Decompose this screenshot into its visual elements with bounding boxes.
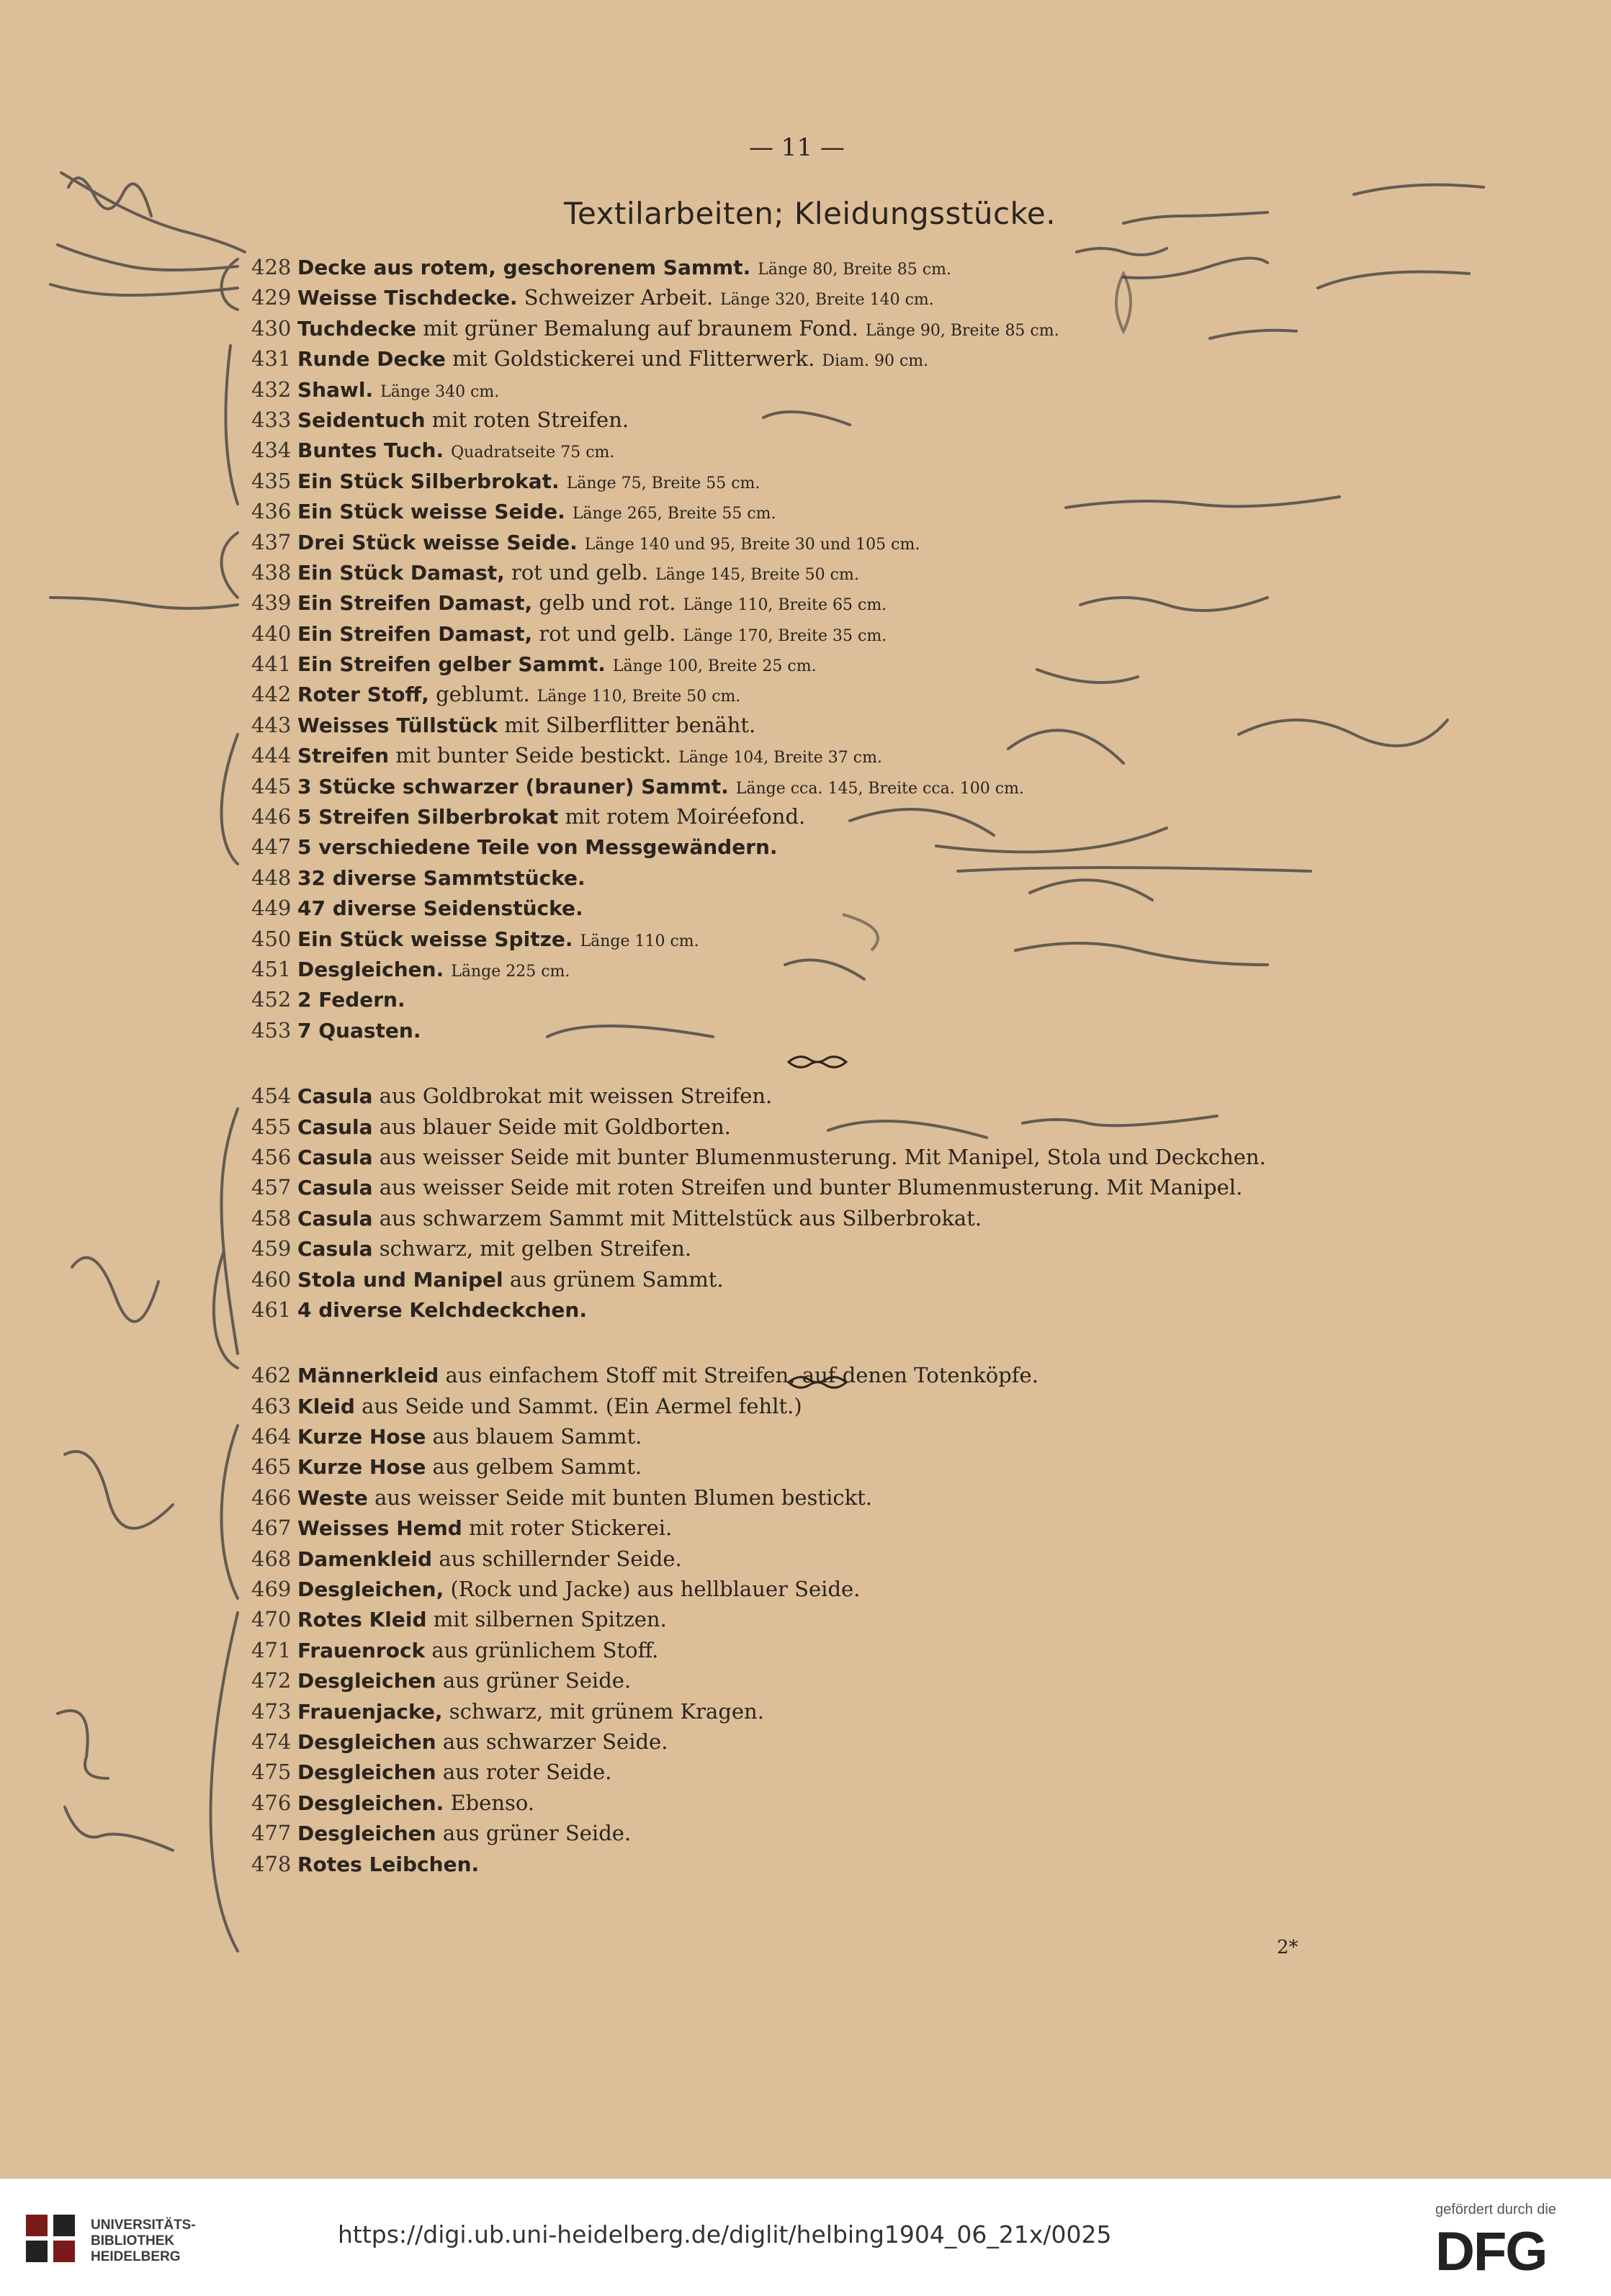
lot-title: 7 Quasten. (297, 1018, 421, 1043)
catalog-entry (251, 1818, 1440, 1848)
lot-title: Casula (297, 1115, 373, 1139)
catalog-entry (251, 710, 1440, 740)
catalog-entry (251, 740, 1440, 770)
catalog-entry (251, 435, 1440, 465)
lot-number: 457 (251, 1175, 292, 1200)
catalog-entry (251, 1544, 1440, 1574)
section-title: Textilarbeiten; Kleidungsstücke. (564, 196, 1056, 231)
sheet-signature: 2* (1277, 1937, 1298, 1958)
lot-title: Frauenjacke, (297, 1699, 443, 1724)
catalog-entry (251, 1142, 1440, 1172)
lot-number: 467 (251, 1516, 292, 1541)
lot-number: 429 (251, 285, 292, 310)
lot-description: aus Goldbrokat mit weissen Streifen. (379, 1084, 773, 1109)
lot-title: Damenkleid (297, 1547, 433, 1571)
catalog-entry (251, 832, 1440, 862)
lot-number: 474 (251, 1729, 292, 1754)
lot-dimensions: Diam. 90 cm. (822, 352, 929, 371)
lot-description: mit roten Streifen. (431, 407, 629, 432)
lot-number: 434 (251, 438, 292, 463)
lot-title: Shawl. (297, 377, 374, 402)
lot-description: aus roter Seide. (442, 1760, 612, 1785)
lot-description: Schweizer Arbeit. (524, 285, 714, 310)
lot-dimensions: Länge 145, Breite 50 cm. (655, 565, 859, 584)
lot-title: Buntes Tuch. (297, 438, 444, 463)
lot-number: 461 (251, 1297, 292, 1322)
lot-number: 428 (251, 255, 292, 279)
lot-number: 463 (251, 1393, 292, 1418)
lot-description: mit silbernen Spitzen. (433, 1607, 667, 1632)
lot-description: aus Seide und Sammt. (Ein Aermel fehlt.) (362, 1393, 802, 1418)
catalog-entry (251, 1451, 1440, 1482)
lot-number: 435 (251, 468, 292, 493)
lot-number: 438 (251, 559, 292, 585)
catalog-entry (251, 313, 1440, 343)
lot-description: aus weisser Seide mit roten Streifen und bunter Blumenmusterung. Mit Manipel. (379, 1175, 1243, 1200)
catalog-entry (251, 1482, 1440, 1513)
catalog-entry (251, 1172, 1440, 1202)
lot-dimensions: Länge 140 und 95, Breite 30 und 105 cm. (584, 535, 920, 554)
lot-number: 444 (251, 743, 292, 768)
lot-title: 3 Stücke schwarzer (brauner) Sammt. (297, 774, 729, 798)
catalog-entry (251, 282, 1440, 312)
lot-title: 32 diverse Sammtstücke. (297, 865, 585, 890)
catalog-entry (251, 1233, 1440, 1264)
lot-title: 4 diverse Kelchdeckchen. (297, 1297, 587, 1322)
page-number: — 11 — (749, 133, 845, 162)
lot-dimensions: Länge 104, Breite 37 cm. (678, 749, 882, 767)
lot-number: 455 (251, 1114, 292, 1139)
lot-title: Weisse Tischdecke. (297, 286, 518, 310)
catalog-entry (251, 893, 1440, 923)
lot-number: 471 (251, 1637, 292, 1662)
catalog-entry (251, 1015, 1440, 1045)
dfg-logo: DFG (1435, 2221, 1547, 2282)
catalog-entry (251, 1391, 1440, 1421)
lot-number: 460 (251, 1266, 292, 1292)
lot-description: rot und gelb. (511, 559, 649, 585)
lot-title: Rotes Leibchen. (297, 1852, 480, 1876)
lot-description: mit Goldstickerei und Flitterwerk. (452, 346, 815, 372)
lot-title: Weisses Tüllstück (297, 713, 498, 737)
lot-dimensions: Länge 110 cm. (580, 932, 699, 950)
ornament-separator (785, 1372, 850, 1393)
catalog-entry (251, 1726, 1440, 1757)
catalog-entry (251, 405, 1440, 435)
catalog-entry (251, 679, 1440, 709)
lot-description: aus einfachem Stoff mit Streifen, auf denen Totenköpfe. (445, 1363, 1038, 1388)
lot-description: mit roter Stickerei. (469, 1516, 673, 1541)
lot-number: 476 (251, 1790, 292, 1815)
catalog-entry (251, 587, 1440, 618)
lot-title: Ein Stück Silberbrokat. (297, 469, 560, 493)
lot-title: Kleid (297, 1394, 355, 1418)
lot-description: mit bunter Seide bestickt. (395, 743, 672, 768)
lot-number: 436 (251, 499, 292, 524)
lot-dimensions: Länge 265, Breite 55 cm. (572, 505, 776, 523)
lot-number: 451 (251, 956, 292, 981)
source-url-link[interactable]: https://digi.ub.uni-heidelberg.de/diglit/helbing1904_06_21x/0025 (338, 2220, 1112, 2248)
lot-title: Stola und Manipel (297, 1267, 503, 1292)
catalog-entry (251, 1635, 1440, 1665)
catalog-entry (251, 618, 1440, 649)
lot-number: 466 (251, 1485, 292, 1510)
lot-title: Streifen (297, 744, 390, 768)
lot-dimensions: Länge 80, Breite 85 cm. (758, 261, 951, 279)
catalog-entry (251, 252, 1440, 282)
lot-title: Kurze Hose (297, 1425, 426, 1449)
catalog-entry (251, 1203, 1440, 1233)
separator-space (251, 1325, 1440, 1360)
lot-description: mit grüner Bemalung auf braunem Fond. (423, 315, 858, 341)
lot-title: 2 Federn. (297, 988, 405, 1012)
lot-title: Casula (297, 1176, 373, 1200)
group-textiles (251, 252, 1440, 1045)
lot-number: 447 (251, 834, 292, 860)
lot-title: Frauenrock (297, 1638, 426, 1662)
lot-number: 458 (251, 1205, 292, 1230)
lot-description: schwarz, mit grünem Kragen. (449, 1698, 764, 1724)
library-name-line: HEIDELBERG (91, 2249, 181, 2264)
group-vestments (251, 1081, 1440, 1325)
lot-title: Drei Stück weisse Seide. (297, 530, 578, 554)
lot-title: Decke aus rotem, geschorenem Sammt. (297, 256, 751, 279)
catalog-entry (251, 527, 1440, 557)
lot-description: aus grüner Seide. (442, 1668, 632, 1693)
lot-title: Ein Stück Damast, (297, 560, 505, 585)
lot-number: 475 (251, 1760, 292, 1785)
lot-number: 454 (251, 1084, 292, 1109)
catalog-entry (251, 1604, 1440, 1634)
lot-description: schwarz, mit gelben Streifen. (379, 1236, 692, 1261)
lot-description: mit Silberflitter benäht. (504, 712, 756, 737)
lot-title: Tuchdecke (297, 316, 416, 341)
library-name-line: BIBLIOTHEK (91, 2233, 175, 2248)
library-logo-icon (24, 2213, 79, 2264)
catalog-entry (251, 466, 1440, 496)
lot-title: Casula (297, 1237, 373, 1261)
lot-title: Weste (297, 1485, 368, 1510)
lot-dimensions: Länge 90, Breite 85 cm. (865, 321, 1059, 340)
lot-number: 452 (251, 987, 292, 1012)
lot-title: Ein Streifen gelber Sammt. (297, 652, 606, 677)
lot-number: 449 (251, 896, 292, 921)
catalog-entry (251, 1112, 1440, 1142)
lot-title: Casula (297, 1206, 373, 1230)
lot-title: Desgleichen (297, 1760, 436, 1785)
lot-title: Casula (297, 1084, 373, 1109)
lot-description: aus schwarzer Seide. (442, 1729, 668, 1754)
lot-description: geblumt. (436, 682, 530, 707)
lot-title: Männerkleid (297, 1364, 439, 1388)
lot-description: gelb und rot. (539, 590, 676, 616)
catalog-entry (251, 1081, 1440, 1111)
catalog-entry (251, 1696, 1440, 1726)
lot-description: aus grünlichem Stoff. (431, 1637, 659, 1662)
lot-title: Desgleichen (297, 1729, 436, 1754)
catalog-entry (251, 1421, 1440, 1451)
lot-number: 464 (251, 1424, 292, 1449)
lot-number: 439 (251, 590, 292, 616)
lot-description: aus schillernder Seide. (439, 1546, 682, 1571)
catalog-entry (251, 343, 1440, 374)
lot-title: Ein Stück weisse Seide. (297, 500, 565, 524)
lot-description: Ebenso. (450, 1790, 535, 1815)
lot-number: 450 (251, 926, 292, 951)
catalog-entry (251, 496, 1440, 526)
lot-title: Weisses Hemd (297, 1516, 462, 1541)
catalog-entry (251, 374, 1440, 405)
lot-number: 441 (251, 652, 292, 677)
lot-description: aus schwarzem Sammt mit Mittelstück aus Silberbrokat. (379, 1205, 982, 1230)
catalog-entry (251, 1513, 1440, 1543)
lot-number: 437 (251, 529, 292, 554)
lot-number: 445 (251, 773, 292, 798)
library-name (91, 2218, 196, 2265)
lot-title: Runde Decke (297, 347, 446, 372)
lot-description: aus grüner Seide. (442, 1821, 632, 1846)
ornament-separator (785, 1051, 850, 1073)
catalog-entry (251, 954, 1440, 984)
lot-number: 456 (251, 1144, 292, 1169)
catalog-entry (251, 771, 1440, 801)
lot-dimensions: Länge 170, Breite 35 cm. (683, 626, 887, 645)
lot-dimensions: Länge 340 cm. (380, 382, 500, 401)
lot-description: aus grünem Sammt. (509, 1266, 724, 1292)
lot-number: 433 (251, 407, 292, 432)
catalog-entry (251, 1849, 1440, 1879)
lot-title: Ein Streifen Damast, (297, 591, 533, 616)
lot-title: Desgleichen (297, 1669, 436, 1693)
lot-dimensions: Länge cca. 145, Breite cca. 100 cm. (735, 779, 1024, 798)
lot-title: 5 verschiedene Teile von Messgewändern. (297, 835, 778, 860)
lot-number: 459 (251, 1236, 292, 1261)
lot-title: Ein Streifen Damast, (297, 621, 533, 646)
lot-number: 453 (251, 1017, 292, 1043)
lot-number: 478 (251, 1851, 292, 1876)
lot-number: 431 (251, 346, 292, 372)
lot-number: 443 (251, 712, 292, 737)
catalog-entry (251, 1757, 1440, 1787)
group-garments (251, 1360, 1440, 1879)
catalog-entry (251, 1665, 1440, 1696)
lot-number: 465 (251, 1454, 292, 1480)
footer-bar (0, 2178, 1611, 2296)
lot-dimensions: Quadratseite 75 cm. (451, 444, 615, 462)
catalog-entry (251, 863, 1440, 893)
lot-dimensions: Länge 225 cm. (451, 962, 570, 981)
lot-dimensions: Länge 320, Breite 140 cm. (720, 291, 934, 310)
lot-title: Roter Stoff, (297, 683, 429, 707)
lot-dimensions: Länge 75, Breite 55 cm. (566, 474, 760, 492)
lot-dimensions: Länge 110, Breite 65 cm. (683, 596, 887, 615)
lot-title: Desgleichen (297, 1822, 436, 1846)
lot-number: 470 (251, 1607, 292, 1632)
lot-number: 469 (251, 1577, 292, 1602)
lot-description: aus blauer Seide mit Goldborten. (379, 1114, 731, 1139)
lot-number: 442 (251, 682, 292, 707)
catalog-entry (251, 924, 1440, 954)
lot-title: Ein Stück weisse Spitze. (297, 927, 573, 951)
lot-description: rot und gelb. (539, 621, 676, 646)
lot-number: 462 (251, 1363, 292, 1388)
library-name-line: UNIVERSITÄTS- (91, 2218, 196, 2233)
lot-title: Desgleichen, (297, 1577, 444, 1602)
lot-title: Seidentuch (297, 408, 426, 432)
catalog-entry (251, 1788, 1440, 1818)
catalog-entry (251, 1574, 1440, 1604)
lot-number: 468 (251, 1546, 292, 1571)
lot-number: 440 (251, 621, 292, 646)
catalog-entry (251, 984, 1440, 1014)
lot-number: 448 (251, 865, 292, 890)
lot-title: Rotes Kleid (297, 1608, 427, 1632)
lot-number: 472 (251, 1668, 292, 1693)
catalog-entry (251, 1295, 1440, 1325)
lot-description: (Rock und Jacke) aus hellblauer Seide. (450, 1577, 861, 1602)
lot-dimensions: Länge 100, Breite 25 cm. (612, 657, 817, 676)
lot-title: Casula (297, 1145, 373, 1169)
lot-number: 430 (251, 315, 292, 341)
catalog-entry (251, 1264, 1440, 1295)
catalog-entry (251, 649, 1440, 679)
lot-title: 5 Streifen Silberbrokat (297, 805, 559, 829)
lot-title: Desgleichen. (297, 1791, 444, 1815)
lot-number: 432 (251, 377, 292, 402)
lot-title: Desgleichen. (297, 957, 444, 981)
lot-description: aus weisser Seide mit bunten Blumen bestickt. (374, 1485, 873, 1510)
lot-description: aus weisser Seide mit bunter Blumenmusterung. Mit Manipel, Stola und Deckchen. (379, 1144, 1266, 1169)
funding-note: gefördert durch die (1435, 2202, 1556, 2218)
lot-description: aus gelbem Sammt. (432, 1454, 642, 1480)
lot-description: mit rotem Moiréefond. (565, 804, 806, 829)
lot-title: Kurze Hose (297, 1455, 426, 1480)
lot-number: 473 (251, 1698, 292, 1724)
lot-description: aus blauem Sammt. (432, 1424, 642, 1449)
catalog-entry (251, 557, 1440, 587)
lot-title: 47 diverse Seidenstücke. (297, 896, 583, 921)
lot-dimensions: Länge 110, Breite 50 cm. (537, 688, 741, 706)
catalog-entry (251, 801, 1440, 832)
lot-number: 446 (251, 804, 292, 829)
lot-number: 477 (251, 1821, 292, 1846)
